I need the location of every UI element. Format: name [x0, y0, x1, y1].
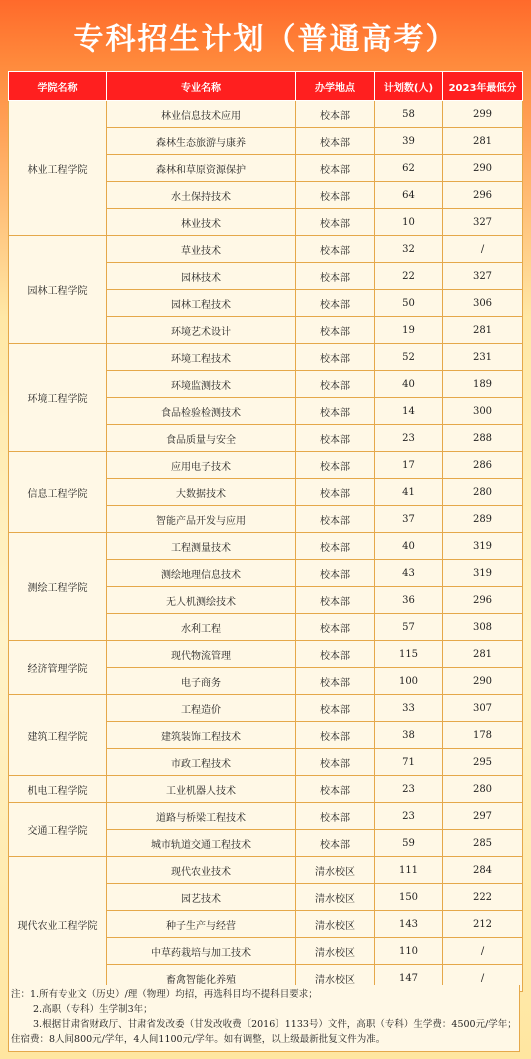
- location-cell: 校本部: [296, 695, 375, 722]
- plan-count-cell: 37: [375, 506, 443, 533]
- major-name-cell: 道路与桥梁工程技术: [107, 803, 296, 830]
- plan-count-cell: 71: [375, 749, 443, 776]
- min-score-cell: 231: [443, 344, 523, 371]
- major-name-cell: 林业信息技术应用: [107, 101, 296, 128]
- college-name-cell: 信息工程学院: [9, 452, 107, 533]
- min-score-cell: 286: [443, 452, 523, 479]
- location-cell: 校本部: [296, 749, 375, 776]
- min-score-cell: 307: [443, 695, 523, 722]
- major-name-cell: 园林工程技术: [107, 290, 296, 317]
- location-cell: 校本部: [296, 371, 375, 398]
- plan-count-cell: 111: [375, 857, 443, 884]
- major-name-cell: 大数据技术: [107, 479, 296, 506]
- major-name-cell: 园林技术: [107, 263, 296, 290]
- plan-count-cell: 115: [375, 641, 443, 668]
- table-header-row: [9, 72, 523, 101]
- location-cell: 校本部: [296, 425, 375, 452]
- header-min-score: 2023年最低分: [443, 72, 523, 101]
- location-cell: 校本部: [296, 317, 375, 344]
- plan-count-cell: 100: [375, 668, 443, 695]
- min-score-cell: 284: [443, 857, 523, 884]
- major-name-cell: 现代农业技术: [107, 857, 296, 884]
- location-cell: 校本部: [296, 803, 375, 830]
- plan-count-cell: 14: [375, 398, 443, 425]
- location-cell: 校本部: [296, 533, 375, 560]
- min-score-cell: 285: [443, 830, 523, 857]
- min-score-cell: 319: [443, 560, 523, 587]
- location-cell: 清水校区: [296, 911, 375, 938]
- header-major: 专业名称: [107, 72, 296, 101]
- major-name-cell: 现代物流管理: [107, 641, 296, 668]
- location-cell: 校本部: [296, 290, 375, 317]
- plan-count-cell: 58: [375, 101, 443, 128]
- plan-count-cell: 36: [375, 587, 443, 614]
- plan-count-cell: 43: [375, 560, 443, 587]
- footnote-1: 注：1.所有专业文（历史）/理（物理）均招，再选科目均不提科目要求；: [11, 989, 318, 1000]
- college-name-cell: 现代农业工程学院: [9, 857, 107, 992]
- major-name-cell: 无人机测绘技术: [107, 587, 296, 614]
- location-cell: 校本部: [296, 641, 375, 668]
- plan-count-cell: 40: [375, 371, 443, 398]
- plan-count-cell: 23: [375, 776, 443, 803]
- location-cell: 校本部: [296, 182, 375, 209]
- plan-count-cell: 33: [375, 695, 443, 722]
- min-score-cell: 280: [443, 479, 523, 506]
- major-name-cell: 智能产品开发与应用: [107, 506, 296, 533]
- plan-count-cell: 110: [375, 938, 443, 965]
- min-score-cell: 189: [443, 371, 523, 398]
- min-score-cell: /: [443, 236, 523, 263]
- table-row: [9, 452, 523, 479]
- plan-count-cell: 38: [375, 722, 443, 749]
- footnote-3: 3.根据甘肃省财政厅、甘肃省发改委（甘发改收费〔2016〕1133号）文件，高职（专科）生学费：4500元/学年；住宿费：8人间800元/学年，4人间1100元/学年。如有调整，以上级最新批复文件为准。: [11, 1019, 517, 1045]
- major-name-cell: 畜禽智能化养殖: [107, 965, 296, 992]
- location-cell: 校本部: [296, 587, 375, 614]
- table-body: [9, 101, 523, 992]
- major-name-cell: 环境艺术设计: [107, 317, 296, 344]
- plan-count-cell: 52: [375, 344, 443, 371]
- enrollment-table-container: [8, 71, 522, 992]
- major-name-cell: 食品检验检测技术: [107, 398, 296, 425]
- major-name-cell: 建筑装饰工程技术: [107, 722, 296, 749]
- min-score-cell: 289: [443, 506, 523, 533]
- location-cell: 校本部: [296, 155, 375, 182]
- major-name-cell: 林业技术: [107, 209, 296, 236]
- location-cell: 校本部: [296, 209, 375, 236]
- college-name-cell: 环境工程学院: [9, 344, 107, 452]
- major-name-cell: 电子商务: [107, 668, 296, 695]
- min-score-cell: /: [443, 965, 523, 992]
- plan-count-cell: 22: [375, 263, 443, 290]
- major-name-cell: 测绘地理信息技术: [107, 560, 296, 587]
- table-row: [9, 641, 523, 668]
- min-score-cell: 288: [443, 425, 523, 452]
- major-name-cell: 草业技术: [107, 236, 296, 263]
- plan-count-cell: 39: [375, 128, 443, 155]
- major-name-cell: 工业机器人技术: [107, 776, 296, 803]
- min-score-cell: 297: [443, 803, 523, 830]
- plan-count-cell: 143: [375, 911, 443, 938]
- location-cell: 校本部: [296, 830, 375, 857]
- min-score-cell: 296: [443, 182, 523, 209]
- header-location: 办学地点: [296, 72, 375, 101]
- major-name-cell: 水利工程: [107, 614, 296, 641]
- table-row: [9, 695, 523, 722]
- header-plan-count: 计划数(人): [375, 72, 443, 101]
- location-cell: 校本部: [296, 344, 375, 371]
- location-cell: 校本部: [296, 668, 375, 695]
- plan-count-cell: 32: [375, 236, 443, 263]
- min-score-cell: 290: [443, 155, 523, 182]
- location-cell: 校本部: [296, 506, 375, 533]
- page-title: 专科招生计划（普通高考）: [73, 22, 458, 57]
- min-score-cell: 281: [443, 641, 523, 668]
- plan-count-cell: 62: [375, 155, 443, 182]
- major-name-cell: 环境工程技术: [107, 344, 296, 371]
- plan-count-cell: 19: [375, 317, 443, 344]
- table-row: [9, 803, 523, 830]
- min-score-cell: 299: [443, 101, 523, 128]
- min-score-cell: 327: [443, 209, 523, 236]
- plan-count-cell: 41: [375, 479, 443, 506]
- location-cell: 清水校区: [296, 965, 375, 992]
- min-score-cell: 281: [443, 128, 523, 155]
- plan-count-cell: 59: [375, 830, 443, 857]
- location-cell: 清水校区: [296, 884, 375, 911]
- table-row: [9, 533, 523, 560]
- major-name-cell: 种子生产与经营: [107, 911, 296, 938]
- college-name-cell: 交通工程学院: [9, 803, 107, 857]
- plan-count-cell: 17: [375, 452, 443, 479]
- major-name-cell: 园艺技术: [107, 884, 296, 911]
- min-score-cell: 308: [443, 614, 523, 641]
- plan-count-cell: 23: [375, 803, 443, 830]
- college-name-cell: 园林工程学院: [9, 236, 107, 344]
- min-score-cell: 178: [443, 722, 523, 749]
- location-cell: 校本部: [296, 452, 375, 479]
- plan-count-cell: 147: [375, 965, 443, 992]
- location-cell: 校本部: [296, 263, 375, 290]
- min-score-cell: 280: [443, 776, 523, 803]
- plan-count-cell: 150: [375, 884, 443, 911]
- min-score-cell: 295: [443, 749, 523, 776]
- location-cell: 校本部: [296, 398, 375, 425]
- table-row: [9, 344, 523, 371]
- footnotes: [8, 985, 520, 1052]
- major-name-cell: 城市轨道交通工程技术: [107, 830, 296, 857]
- location-cell: 校本部: [296, 560, 375, 587]
- major-name-cell: 中草药栽培与加工技术: [107, 938, 296, 965]
- plan-count-cell: 23: [375, 425, 443, 452]
- min-score-cell: 300: [443, 398, 523, 425]
- plan-count-cell: 50: [375, 290, 443, 317]
- footnote-2: 2.高职（专科）生学制3年；: [33, 1004, 153, 1015]
- major-name-cell: 工程测量技术: [107, 533, 296, 560]
- plan-count-cell: 57: [375, 614, 443, 641]
- major-name-cell: 水土保持技术: [107, 182, 296, 209]
- college-name-cell: 机电工程学院: [9, 776, 107, 803]
- table-row: [9, 857, 523, 884]
- plan-count-cell: 64: [375, 182, 443, 209]
- major-name-cell: 森林和草原资源保护: [107, 155, 296, 182]
- min-score-cell: 222: [443, 884, 523, 911]
- enrollment-plan-table: [8, 71, 523, 992]
- min-score-cell: 306: [443, 290, 523, 317]
- plan-count-cell: 10: [375, 209, 443, 236]
- min-score-cell: 327: [443, 263, 523, 290]
- college-name-cell: 测绘工程学院: [9, 533, 107, 641]
- table-row: [9, 236, 523, 263]
- location-cell: 校本部: [296, 776, 375, 803]
- min-score-cell: 319: [443, 533, 523, 560]
- min-score-cell: /: [443, 938, 523, 965]
- college-name-cell: 经济管理学院: [9, 641, 107, 695]
- min-score-cell: 212: [443, 911, 523, 938]
- college-name-cell: 林业工程学院: [9, 101, 107, 236]
- major-name-cell: 应用电子技术: [107, 452, 296, 479]
- location-cell: 清水校区: [296, 857, 375, 884]
- major-name-cell: 环境监测技术: [107, 371, 296, 398]
- location-cell: 校本部: [296, 128, 375, 155]
- location-cell: 校本部: [296, 236, 375, 263]
- min-score-cell: 281: [443, 317, 523, 344]
- plan-count-cell: 40: [375, 533, 443, 560]
- location-cell: 清水校区: [296, 938, 375, 965]
- location-cell: 校本部: [296, 479, 375, 506]
- major-name-cell: 食品质量与安全: [107, 425, 296, 452]
- table-row: [9, 101, 523, 128]
- header-college: 学院名称: [9, 72, 107, 101]
- location-cell: 校本部: [296, 614, 375, 641]
- location-cell: 校本部: [296, 101, 375, 128]
- college-name-cell: 建筑工程学院: [9, 695, 107, 776]
- table-row: [9, 776, 523, 803]
- min-score-cell: 296: [443, 587, 523, 614]
- min-score-cell: 290: [443, 668, 523, 695]
- major-name-cell: 市政工程技术: [107, 749, 296, 776]
- major-name-cell: 森林生态旅游与康养: [107, 128, 296, 155]
- location-cell: 校本部: [296, 722, 375, 749]
- major-name-cell: 工程造价: [107, 695, 296, 722]
